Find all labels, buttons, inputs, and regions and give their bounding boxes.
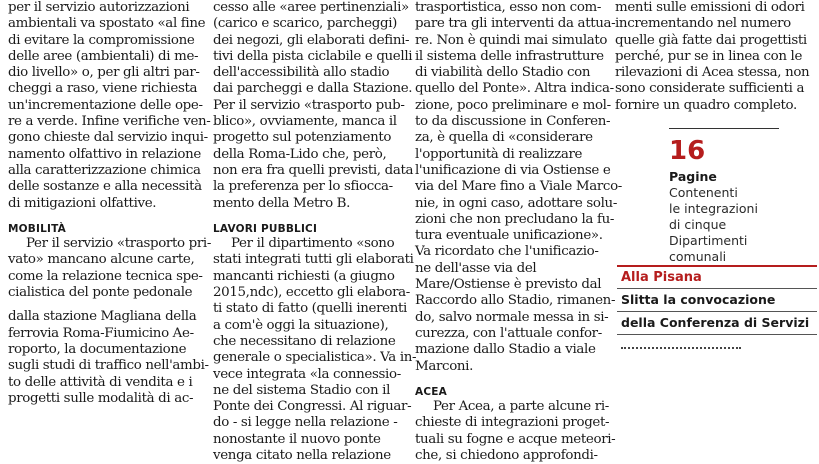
text-line: quello del Ponte». Altra indica- [415, 81, 614, 97]
stat-sidebar [669, 128, 779, 265]
text-line: l'unificazione di via Ostiense e [415, 162, 611, 178]
text-line: come la relazione tecnica spe- [8, 268, 203, 284]
text-line: incrementando nel numero [615, 16, 791, 32]
stat-desc-line: comunali [669, 249, 727, 264]
text-line: ne dell'asse via del [415, 260, 537, 276]
text-line: alla caratterizzazione chimica [8, 162, 201, 178]
text-line: delle aree (ambientali) di me- [8, 48, 199, 64]
text-line: perché, pur se in linea con le [615, 48, 803, 64]
text-line: dio livello» o, per gli altri par- [8, 65, 200, 81]
text-line: delle sostanze e alla necessità [8, 179, 202, 195]
text-line: fornire un quadro completo. [615, 97, 797, 113]
text-line: che necessitano di relazione [213, 333, 396, 349]
text-line: namento olfattivo in relazione [8, 146, 201, 162]
text-line: (carico e scarico, parcheggi) [213, 16, 398, 32]
paragraph [8, 309, 209, 407]
text-line: pare tra gli interventi da attua- [415, 16, 616, 32]
text-line: ne del sistema Stadio con il [213, 382, 391, 398]
text-line: a com'è oggi la situazione), [213, 317, 389, 333]
spacer [415, 375, 605, 383]
text-line: tivi della pista ciclabile e quelli [213, 48, 413, 64]
text-line: generale o specialistica». Va in- [213, 350, 417, 366]
text-line: Per il dipartimento «sono [231, 236, 395, 252]
box-headline-line: della Conferenza di Servizi [617, 311, 817, 335]
paragraph [213, 236, 417, 464]
text-line: mento della Metro B. [213, 195, 351, 211]
text-line: re. Non è quindi mai simulato [415, 32, 608, 48]
text-line: nonostante il nuovo ponte [213, 431, 381, 447]
text-line: dell'accessibilità allo stadio [213, 65, 390, 81]
text-line: Per il servizio «trasporto pub- [213, 97, 405, 113]
section-heading-acea: ACEA [415, 385, 447, 398]
text-line: mazione dallo Stadio a viale [415, 342, 596, 358]
stat-desc-line: Contenenti [669, 185, 738, 200]
spacer [8, 301, 198, 309]
text-line: ti stato di fatto (quelli inerenti [213, 301, 407, 317]
text-line: via del Mare fino a Viale Marco- [415, 179, 622, 195]
text-line: re a verde. Infine verifiche ven- [8, 114, 211, 130]
text-line: Ponte dei Congressi. Al riguar- [213, 399, 412, 415]
text-line: do, salvo normale messa in si- [415, 309, 609, 325]
text-line: rilevazioni di Acea stessa, non [615, 65, 810, 81]
stat-desc-line: Dipartimenti [669, 233, 748, 248]
text-line: cialistica del ponte pedonale [8, 285, 193, 301]
text-line: Per il servizio «trasporto pri- [26, 236, 212, 252]
text-line: roporto, la documentazione [8, 341, 187, 357]
text-line: 2015,ndc), eccetto gli elabora- [213, 285, 410, 301]
text-line: dalla stazione Magliana della [8, 309, 197, 325]
paragraph [415, 0, 622, 375]
text-line: to da discussione in Conferen- [415, 114, 611, 130]
dotted-divider [621, 347, 741, 349]
text-line: Va ricordato che l'unificazio- [415, 244, 599, 260]
stat-desc-line: le integrazioni [669, 201, 758, 216]
spacer [213, 212, 405, 220]
text-line: la preferenza per lo sfiocca- [213, 179, 393, 195]
paragraph [415, 399, 616, 464]
paragraph [615, 0, 815, 114]
text-line: non era fra quelli previsti, data [213, 162, 414, 178]
article-column-4 [615, 0, 815, 114]
paragraph [213, 0, 414, 212]
text-line: menti sulle emissioni di odori [615, 0, 805, 15]
text-line: stati integrati tutti gli elaborati [213, 252, 414, 268]
section-heading-mobilita: MOBILITÀ [8, 222, 66, 235]
text-line: blico», ovviamente, manca il [213, 114, 397, 130]
text-line: cheggi a raso, viene richiesta [8, 81, 198, 97]
section-heading-lavori-pubblici: LAVORI PUBBLICI [213, 222, 318, 235]
paragraph [8, 0, 211, 212]
text-line: do - si legge nella relazione - [213, 415, 398, 431]
text-line: Mare/Ostiense è previsto dal [415, 277, 602, 293]
stat-number: 16 [669, 136, 706, 166]
text-line: cesso alle «aree pertinenziali» [213, 0, 409, 15]
article-column-1 [8, 0, 212, 407]
text-line: dai parcheggi e dalla Stazione. [213, 81, 413, 97]
paragraph [8, 236, 212, 301]
text-line: di mitigazioni olfattive. [8, 195, 157, 211]
text-line: za, è quella di «considerare [415, 130, 593, 146]
text-line: tuali su fogne e acque meteori- [415, 431, 616, 447]
text-line: della Roma-Lido che, però, [213, 146, 387, 162]
related-news-box [617, 265, 817, 349]
text-line: vece integrata «la connessio- [213, 366, 401, 382]
text-line: zioni che non precludano la fu- [415, 211, 615, 227]
text-line: un'incrementazione delle ope- [8, 97, 203, 113]
text-line: ambientali va spostato «al fine [8, 16, 206, 32]
text-line: quelle già fatte dai progettisti [615, 32, 807, 48]
text-line: gono chieste dal servizio inqui- [8, 130, 208, 146]
article-column-2 [213, 0, 417, 464]
box-title: Alla Pisana [617, 265, 817, 288]
text-line: mancanti richiesti (a giugno [213, 268, 395, 284]
text-line: Marconi. [415, 358, 474, 374]
article-column-3 [415, 0, 622, 464]
text-line: sono considerate sufficienti a [615, 81, 805, 97]
text-line: zione, poco preliminare e mol- [415, 97, 611, 113]
text-line: progetti sulle modalità di ac- [8, 390, 194, 406]
text-line: ferrovia Roma-Fiumicino Ae- [8, 325, 194, 341]
text-line: to delle attività di vendita e i [8, 374, 193, 390]
text-line: Raccordo allo Stadio, rimanen- [415, 293, 616, 309]
text-line: tura eventuale unificazione». [415, 228, 603, 244]
box-headline-line: Slitta la convocazione [617, 288, 817, 311]
text-line: Per Acea, a parte alcune ri- [433, 399, 609, 415]
spacer [8, 212, 198, 220]
text-line: trasportistica, esso non com- [415, 0, 602, 15]
text-line: sugli studi di traffico nell'ambi- [8, 358, 209, 374]
text-line: progetto sul potenziamento [213, 130, 392, 146]
stat-label: Pagine [669, 169, 717, 184]
text-line: nie, in ogni caso, adottare solu- [415, 195, 617, 211]
text-line: dei negozi, gli elaborati defini- [213, 32, 410, 48]
text-line: curezza, con l'attuale confor- [415, 325, 602, 341]
text-line: per il servizio autorizzazioni [8, 0, 190, 15]
text-line: che, si chiedono approfondi- [415, 448, 598, 464]
text-line: chieste di integrazioni proget- [415, 415, 610, 431]
text-line: il sistema delle infrastrutture [415, 48, 604, 64]
text-line: vato» mancano alcune carte, [8, 252, 195, 268]
text-line: venga citato nella relazione [213, 448, 391, 464]
text-line: di viabilità dello Stadio con [415, 65, 591, 81]
text-line: di evitare la compromissione [8, 32, 195, 48]
stat-desc-line: di cinque [669, 217, 727, 232]
text-line: l'opportunità di realizzare [415, 146, 583, 162]
